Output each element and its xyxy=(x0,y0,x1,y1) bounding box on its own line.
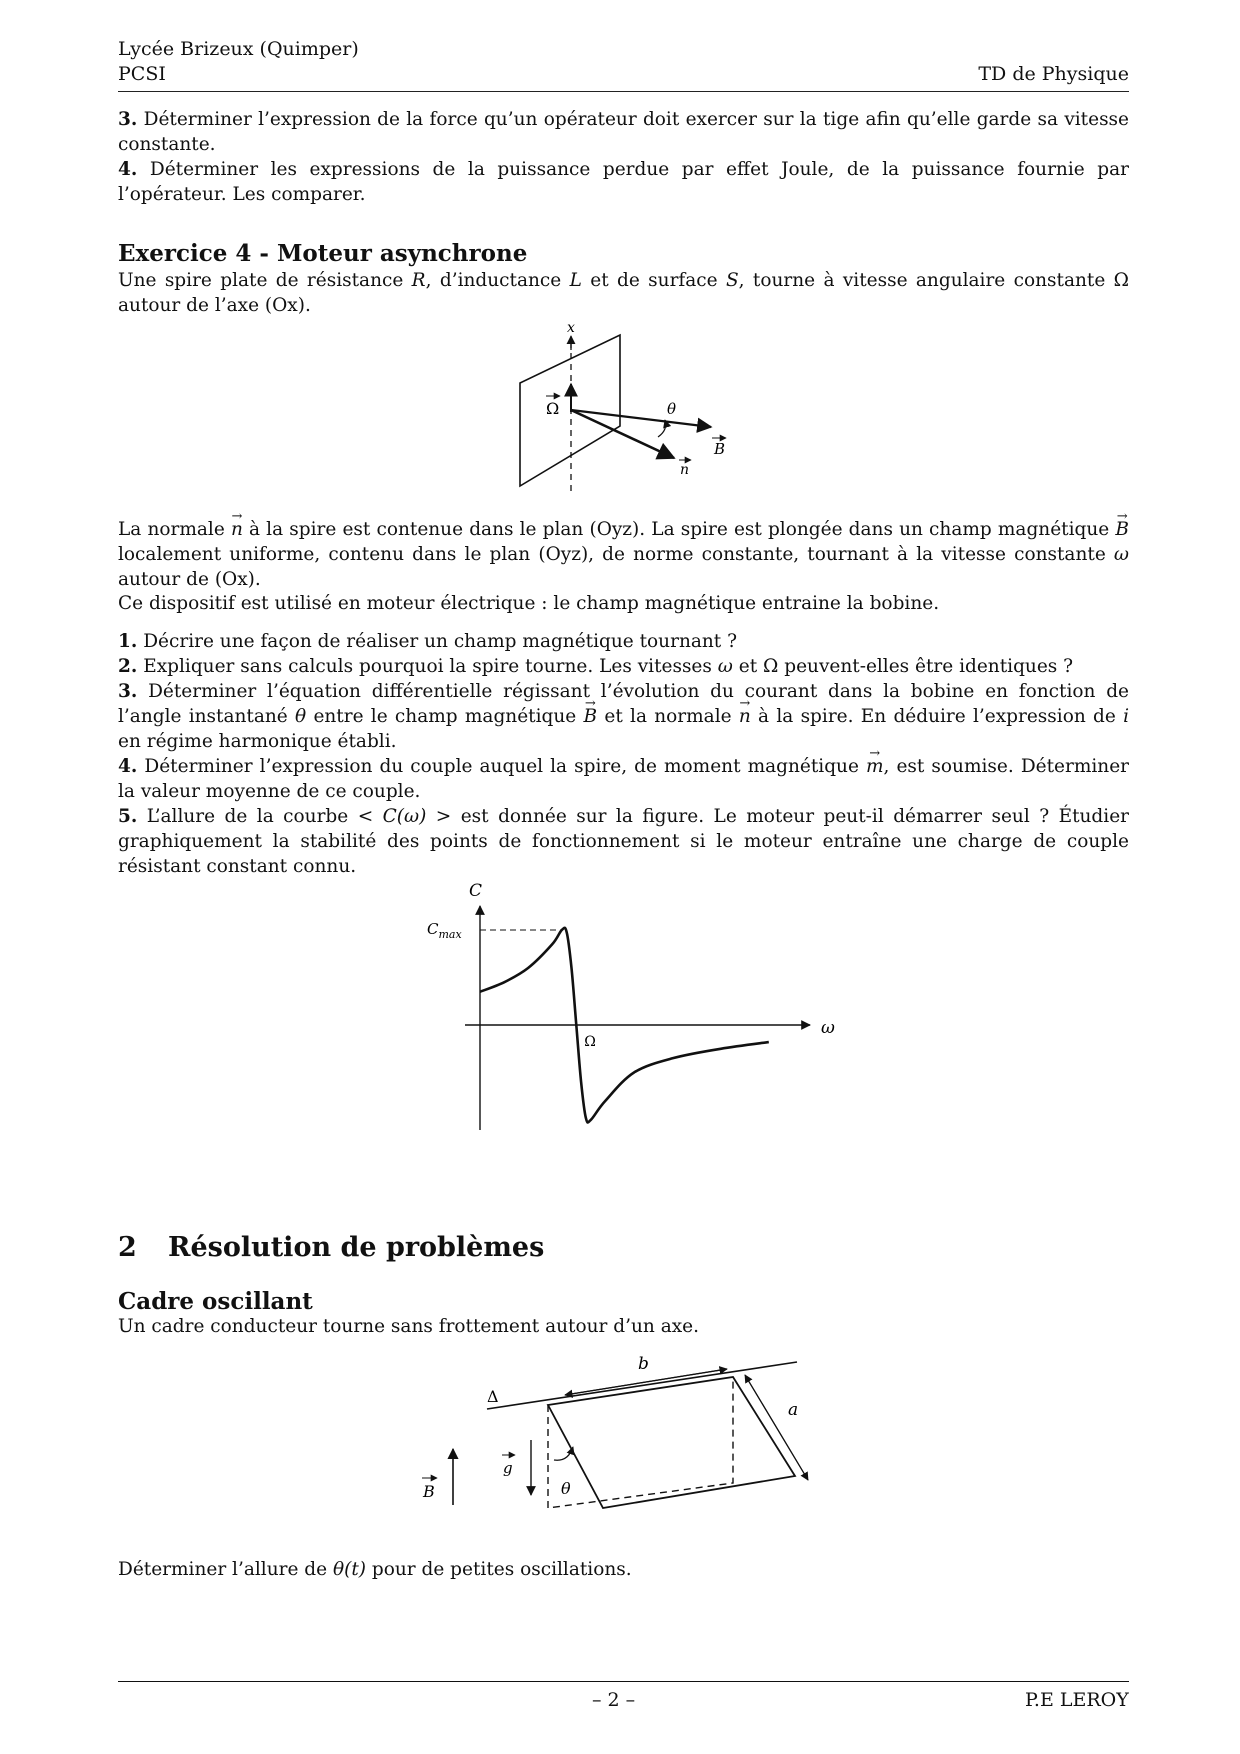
b-label: B xyxy=(714,440,726,458)
a-dimension-up xyxy=(745,1375,808,1480)
spire-diagram xyxy=(500,322,740,497)
question-text: Déterminer l’expression de la force qu’un opérateur doit exercer sur la tige afin qu’elle garde sa vitesse constante. xyxy=(118,109,1130,155)
torque-curve-chart xyxy=(415,878,855,1138)
section-title-text: Résolution de problèmes xyxy=(168,1232,545,1263)
exercise-4-q1: 1. Décrire une façon de réaliser un champ magnétique tournant ? xyxy=(118,631,738,652)
y-axis-label: C xyxy=(469,881,483,901)
vertical-frame xyxy=(548,1377,733,1508)
top-question-3 xyxy=(118,107,1129,157)
oscillating-frame-diagram xyxy=(415,1345,835,1540)
top-question-4 xyxy=(118,157,1129,207)
exercise-4-field-description: La normale → n à la spire est contenue dans le plan (Oyz). La spire est plongée dans un champ magnétique → B localement uniforme, contenu dans le plan (Oyz), de norme constante, tournant à la vitesse constante ω autour de (Ox). xyxy=(118,517,1129,592)
cadre-oscillant-question: Déterminer l’allure de θ(t) pour de petites oscillations. xyxy=(118,1559,632,1580)
a-dimension-label: a xyxy=(788,1400,799,1420)
question-number: 3. xyxy=(118,109,138,130)
cadre-oscillant-title: Cadre oscillant xyxy=(118,1288,313,1315)
x-axis-label: ω xyxy=(821,1018,835,1038)
section-number: 2 xyxy=(118,1232,137,1263)
gravity-label: g xyxy=(503,1459,513,1477)
exercise-4-q5: 5. L’allure de la courbe < C(ω) > est donnée sur la figure. Le moteur peut-il démarrer seul ? Étudier graphiquement la stabilité des points de fonctionnement si le moteur entraîne une charge de couple résistant constant connu. xyxy=(118,806,1129,877)
theta-arc xyxy=(658,420,666,437)
question-text: Déterminer les expressions de la puissance perdue par effet Joule, de la puissance fournie par l’opérateur. Les comparer. xyxy=(118,159,1129,205)
b-dimension-label: b xyxy=(638,1354,649,1374)
exercise-4-title: Exercice 4 - Moteur asynchrone xyxy=(118,240,528,267)
footer-author: P.E LEROY xyxy=(1025,1689,1129,1711)
cadre-oscillant-intro: Un cadre conducteur tourne sans frottement autour d’un axe. xyxy=(118,1316,699,1337)
theta-label: θ xyxy=(667,400,677,418)
omega-label: Ω xyxy=(546,399,560,418)
x-axis-label: x xyxy=(567,320,575,336)
page-header xyxy=(118,37,1129,87)
question-number: 4. xyxy=(118,159,138,180)
header-school: Lycée Brizeux (Quimper) xyxy=(118,38,359,60)
cmax-label: $C_{max}$ xyxy=(427,920,462,941)
delta-label: Δ xyxy=(487,1387,499,1406)
b-field-label: B xyxy=(423,1482,435,1501)
exercise-4-usage: Ce dispositif est utilisé en moteur électrique : le champ magnétique entraine la bobine. xyxy=(118,593,940,614)
theta-arc xyxy=(554,1447,573,1460)
header-class: PCSI xyxy=(118,63,166,85)
section-2-title xyxy=(118,1232,544,1264)
header-subject: TD de Physique xyxy=(978,63,1129,85)
exercise-4-q3: 3. Déterminer l’équation différentielle régissant l’évolution du courant dans la bobine en fonction de l’angle instantané θ entre le champ magnétique → B et la normale → n à la spire. En déduire l’expression de i en régime harmonique établi. xyxy=(118,679,1129,754)
exercise-4-q2: 2. Expliquer sans calculs pourquoi la spire tourne. Les vitesses ω et Ω peuvent-elles être identiques ? xyxy=(118,656,1074,677)
omega-tick-label: Ω xyxy=(584,1034,596,1050)
exercise-4-intro: Une spire plate de résistance R, d’inductance L et de surface S, tourne à vitesse angulaire constante Ω autour de l’axe (Ox). xyxy=(118,270,1130,316)
theta-label: θ xyxy=(561,1479,571,1498)
n-label: n xyxy=(680,462,690,478)
page-number: – 2 – xyxy=(592,1689,636,1711)
header-rule xyxy=(118,91,1129,92)
footer-rule xyxy=(118,1681,1129,1682)
exercise-4-q4: 4. Déterminer l’expression du couple auquel la spire, de moment magnétique → m, est soumise. Déterminer la valeur moyenne de ce couple. xyxy=(118,754,1129,804)
